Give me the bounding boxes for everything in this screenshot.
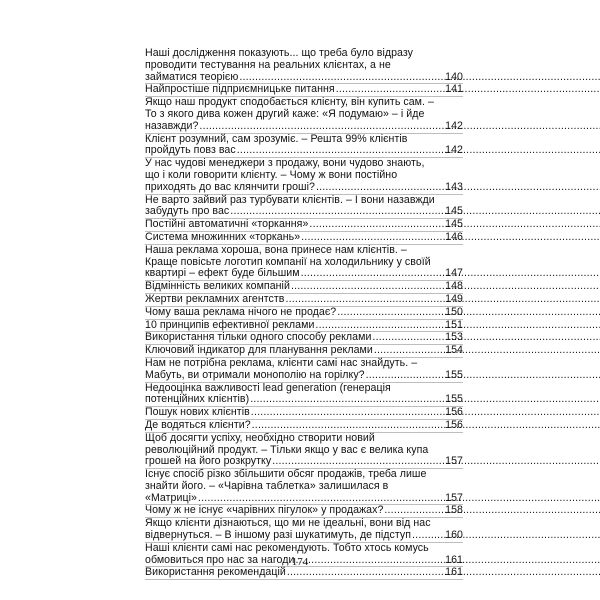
toc-entry-page: 157 — [445, 455, 463, 468]
toc-entry-title-line: знайти його. – «Чарівна таблетка» залишилася в — [145, 479, 389, 492]
toc-entry-title-line: забудуть про вас ..... — [145, 206, 441, 218]
toc-entry-page: 161 — [445, 566, 463, 579]
toc-entry-page: 146 — [445, 230, 463, 243]
toc-entry-title-line: Наша реклама хороша, вона принесе нам клієнтів. – — [145, 243, 407, 256]
dot-leader — [230, 205, 600, 217]
toc-entry-page: 147 — [445, 267, 463, 280]
toc-entry — [145, 518, 463, 543]
toc-entry-title-line: Система множинних «торкань» ..... — [145, 232, 441, 244]
toc-entry-page: 142 — [445, 144, 463, 157]
toc-entry-title-line: Клієнт розумний, сам зрозуміє. – Решта 99% клієнтів — [145, 132, 408, 145]
toc-entry-title-line: приходять до вас клянчити гроші? ..... — [145, 182, 441, 194]
toc-entry — [145, 433, 463, 469]
toc-entry-title-line: обмовиться про нас за нагоди ..... — [145, 555, 441, 567]
toc-entry-page: 156 — [445, 406, 463, 419]
toc-entry-page: 142 — [445, 119, 463, 132]
toc-entry-title-line: Відмінність великих компаній ..... — [145, 281, 441, 293]
toc-entry-title-line: Мабуть, ви отримали монополію на горілку? ..... — [145, 370, 441, 382]
toc-entry-title-line: Постійні автоматичні «торкання» ..... — [145, 219, 441, 231]
dot-leader — [374, 344, 600, 356]
toc-entry-title-line: грошей на його розкрутку ..... — [145, 456, 441, 468]
toc-entry-title-line: Краще повісьте логотип компанії на холодильнику у своїй — [145, 255, 431, 268]
dot-leader — [252, 419, 600, 431]
toc-entry-page: 143 — [445, 180, 463, 193]
toc-entry-title-line: революційний продукт. – Тільки якщо у вас є велика купа — [145, 443, 429, 456]
toc-entry-page: 148 — [445, 280, 463, 293]
dot-leader — [372, 331, 600, 343]
toc-entry — [145, 358, 463, 383]
toc-entry-page: 158 — [445, 504, 463, 517]
toc-entry-title-line: Щоб досягти успіху, необхідно створити новий — [145, 431, 375, 444]
toc-entry-title-line: проводити тестування на реальних клієнтах, а не — [145, 58, 391, 71]
toc-entry-page: 150 — [445, 305, 463, 318]
toc-entry-page: 145 — [445, 205, 463, 218]
dot-leader — [237, 144, 600, 156]
toc-entry — [145, 195, 463, 220]
toc-entry-title-line: У нас чудові менеджери з продажу, вони чудово знають, — [145, 157, 425, 170]
toc-entry-title-line: 10 принципів ефективної реклами ..... — [145, 320, 441, 332]
dot-leader — [366, 369, 600, 381]
toc-entry-title-line: «Матриці» ..... — [145, 493, 441, 505]
toc-entry-page: 156 — [445, 418, 463, 431]
toc-entry-title-line: пройдуть повз вас ..... — [145, 145, 441, 157]
toc-entry — [145, 158, 463, 194]
toc-entry-title-line: Існує спосіб різко збільшити обсяг продажів, треба лише — [145, 468, 427, 481]
dot-leader — [272, 455, 600, 467]
toc-entry-title-line: Не варто зайвий раз турбувати клієнтів. – І вони назавжди — [145, 193, 435, 206]
dot-leader — [384, 504, 600, 516]
toc-entry — [145, 245, 463, 281]
toc-entry-title-line: назавжди? ..... — [145, 121, 441, 133]
toc-entry-title-line: Використання тільки одного способу реклами ..... — [145, 332, 441, 344]
toc-entry-page: 155 — [445, 393, 463, 406]
toc-entry-page: 145 — [445, 218, 463, 231]
toc-entry-title-line: Ключовий індикатор для планування реклами ..... — [145, 345, 441, 357]
toc-entry-title-line: Де водяться клієнти? ..... — [145, 420, 441, 432]
toc-entry — [145, 383, 463, 408]
toc-entry-title-line: Пошук нових клієнтів ..... — [145, 407, 441, 419]
toc-entry-title-line: що і коли говорити клієнту. – Чому ж вони постійно — [145, 168, 398, 181]
toc-entry-page: 157 — [445, 491, 463, 504]
toc-entry-title-line: Недооцінка важливості lead generation (генерація — [145, 381, 391, 394]
toc-entry-page: 149 — [445, 292, 463, 305]
toc-entry-title-line: квартирі – ефект буде більшим ..... — [145, 268, 441, 280]
toc-entry-title-line: відвернуться. – В іншому разі шукатимуть, де підступ ..... — [145, 530, 441, 542]
page-number: 174 — [291, 556, 309, 568]
toc-entry-title-line: То з якого дива кожен другий каже: «Я подумаю» – і йде — [145, 107, 425, 120]
toc-entry-title-line: Наші клієнти самі нас рекомендують. Тобто хтось комусь — [145, 541, 429, 554]
toc-entry-page: 153 — [445, 331, 463, 344]
toc-entry-title-line: Найпростіше підприємницьке питання ..... — [145, 84, 441, 96]
dot-leader — [336, 83, 600, 95]
dot-leader — [239, 71, 600, 83]
toc-entry — [145, 567, 463, 580]
dot-leader — [199, 120, 600, 132]
toc-entry-page: 154 — [445, 344, 463, 357]
dot-leader — [251, 406, 600, 418]
toc-entry-title-line: Жертви рекламних агентств ..... — [145, 294, 441, 306]
toc-entry-title-line: Якщо клієнти дізнаються, що ми не ідеальні, вони від нас — [145, 517, 431, 530]
toc-entry-page: 141 — [445, 83, 463, 96]
toc-entry-title-line: Чому ваша реклама нічого не продає? ..... — [145, 307, 441, 319]
toc-entry-title-line: Наші дослідження показують... що треба було відразу — [145, 47, 413, 59]
table-of-contents — [145, 48, 463, 580]
toc-entry — [145, 48, 463, 84]
toc-entry-title-line: займатися теорією ..... — [145, 72, 441, 84]
dot-leader — [250, 393, 600, 405]
toc-entry — [145, 469, 463, 505]
toc-entry-page: 151 — [445, 318, 463, 331]
dot-leader — [337, 306, 600, 318]
toc-entry-page: 160 — [445, 529, 463, 542]
toc-entry-title-line: Чому ж не існує «чарівних пігулок» у продажах? ..... — [145, 505, 441, 517]
toc-entry-title-line: Використання рекомендацій ..... — [145, 567, 441, 579]
toc-entry-page: 140 — [445, 70, 463, 83]
toc-entry-page: 155 — [445, 368, 463, 381]
toc-entry-page: 161 — [445, 553, 463, 566]
toc-entry-title-line: Якщо наш продукт сподобається клієнту, він купить сам. – — [145, 96, 434, 109]
toc-entry-title-line: Нам не потрібна реклама, клієнти самі нас знайдуть. – — [145, 356, 418, 369]
toc-entry-title-line: потенційних клієнтів) ..... — [145, 394, 441, 406]
toc-entry — [145, 97, 463, 133]
dot-leader — [198, 492, 600, 504]
toc-entry — [145, 134, 463, 159]
